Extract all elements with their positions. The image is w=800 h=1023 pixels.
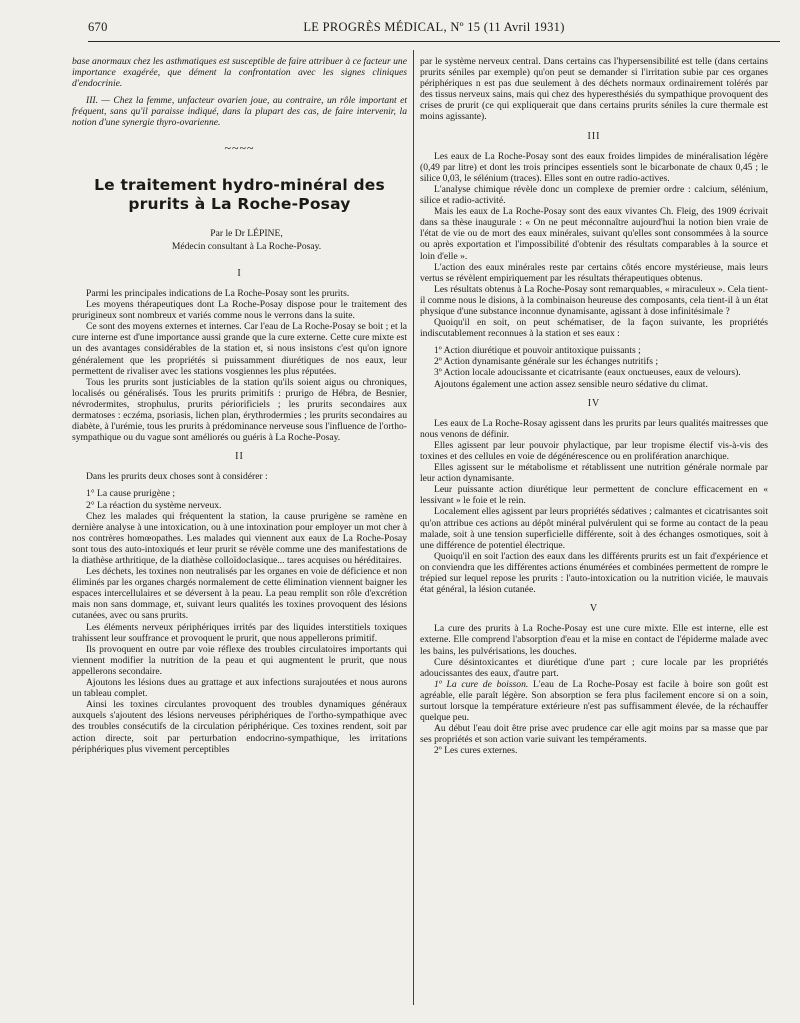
section-heading: V [589, 603, 599, 615]
body-paragraph: Elles agissent par leur pouvoir phylactique, par leur tropisme électif vis-à-vis des toxines et des cellules en voie de dégénérescence ou en prolifération anarchique. [420, 439, 768, 462]
body-paragraph: Cure désintoxicantes et diurétique d'une part ; cure locale par les propriétés adoucissantes des eaux, d'autre part. [420, 656, 768, 679]
list-item: 3º Action locale adoucissante et cicatrisante (eaux onctueuses, eaux de velours). [434, 367, 741, 379]
list-item-label: 1º La cure de boisson. [434, 678, 529, 690]
body-paragraph: Chez les malades qui fréquentent la station, la cause prurigène se ramène en dernière analyse à une intoxication, ou à une intoxination pour employer un mot cher à nos contrères homœopathes. Les malades qui viennent aux eaux de La Roche-Posay sont tous des auto-intoxiqués et leur prurit se révèle comme une des manifestations de la diathèse arthritique, de la diathèse colloïdoclasique... tares acquises ou héréditaires. [72, 510, 407, 566]
body-paragraph: Les eaux de La Roche-Posay sont des eaux froides limpides de minéralisation légère (0,49 par litre) et dont les trois principes essentiels sont le bicarbonate de chaux 0,45 ; le silice 0,03, le sélénium (traces). Elles sont en outre radio-actives. [420, 150, 768, 184]
body-paragraph: par le système nerveux central. Dans certains cas l'hypersensibilité est telle (dans certains prurits séniles par exemple) qu'on peut se demander si l'irritation subie par ces organes périphériques n est pas due seulement à des déchets normaux ordinairement tolérés par des tissus nerveux sains, mais qui chez des hyperesthésiés du sympathique provoquent des crises de prurit (ce qui expliquerait que dans certains prurits séniles la cure thermale est moins agissante). [420, 56, 768, 123]
body-paragraph: Les eaux de La Roche-Rosay agissent dans les prurits par leurs qualités maitresses que nous venons de définir. [420, 417, 768, 440]
body-paragraph: L'analyse chimique révèle donc un complexe de premier ordre : calcium, sélénium, silice et radio-activité. [420, 183, 768, 207]
body-paragraph: La cure des prurits à La Roche-Posay est une cure mixte. Elle est interne, elle est externe. Elle comprend l'absorption d'eau et la mise en contact de l'épiderme malade avec les bains, les pulvérisations, les douches. [420, 623, 768, 657]
body-paragraph: Dans les prurits deux choses sont à considérer : [86, 471, 268, 483]
body-paragraph: Ajoutons également une action assez sensible neuro sédative du climat. [434, 378, 708, 390]
header-rule [88, 41, 780, 42]
section-heading: II [235, 451, 244, 463]
body-paragraph: Ainsi les toxines circulantes provoquent des troubles dynamiques généraux auxquels s'ajoutent des lésions nerveuses périphériques de l'ortho-sympathique avec des troubles consécutifs de la circulation périphérique. Ces toxines rendent, soit par action directe, soit par perturbation endocrino-sympathique, les irritations périphériques plus vivement perceptibles [72, 699, 407, 755]
prev-article-paragraph: base anormaux chez les asthmatiques est susceptible de faire attribuer à ce facteur une importance exagérée, que dément la confrontation avec les signes cliniques d'endocrinie. [72, 56, 407, 90]
body-paragraph: Tous les prurits sont justiciables de la station qu'ils soient aigus ou chroniques, localisés ou généralisés. Tous les prurits primitifs : prurigo de Hébra, de Besnier, névrodermites, strophulus, prurits périorificiels ; les prurits secondaires aux dermatoses : eczéma, psoriasis, lichen plan, érythrodermies ; les prurits secondaires au diabète, à l'urémie, tous les prurits à prédominance nerveuse sous l'influence de l'ortho-sympathique ou du vague sont améliorés ou guéris à La Roche-Posay. [72, 376, 407, 444]
prev-article-paragraph: III. — Chez la femme, unfacteur ovarien joue, au contraire, un rôle important et fréquent, sans qu'il paraisse indiqué, dans la plupart des cas, de faire intervenir, la notion d'une synergie thyro-ovarienne. [72, 95, 407, 129]
list-item: 1° La cause prurigène ; [86, 488, 176, 500]
body-paragraph: Mais les eaux de La Roche-Posay sont des eaux vivantes Ch. Fleig, des 1909 écrivait dans sa thèse inaugurale : « On ne peut méconnaître aujourd'hui la notion bien vraie de l'état de vie ou de mort des eaux minérales, suivant qu'elles sont consommées à la source ou après exportation et l'impossibilité d'obtenir des résultats comparables à la source et loin d'elle ». [420, 206, 768, 262]
body-paragraph: Quoiqu'il en soit, on peut schématiser, de la façon suivante, les propriétés indiscutablement reconnues à la station et ses eaux : [420, 317, 768, 340]
running-title: LE PROGRÈS MÉDICAL, Nº 15 (11 Avril 1931) [303, 20, 565, 34]
body-paragraph: L'action des eaux minérales reste par certains côtés encore mystérieuse, mais leurs vertus se révèlent empiriquement par les résultats thérapeutiques obtenus. [420, 261, 768, 284]
body-paragraph: Les résultats obtenus à La Roche-Posay sont remarquables, « miraculeux ». Cela tient-il comme nous le disions, à la combinaison heureuse des composants, cela tient-il à un état physique d'une substance inconnue dynamisante, agissant à dose infinitésimale ? [420, 283, 768, 317]
list-item: 1º Action diurétique et pouvoir antitoxique puissants ; [434, 345, 641, 357]
section-heading: III [587, 130, 601, 142]
list-item: 2º Les cures externes. [434, 745, 518, 757]
article-affiliation: Médecin consultant à La Roche-Posay. [171, 240, 322, 252]
body-paragraph: Les moyens thérapeutiques dont La Roche-Posay dispose pour le traitement des prurigineux sont nombreux et variés comme nous le verrons dans la suite. [72, 299, 407, 322]
list-item: 2º Action dynamisante générale sur les échanges nutritifs ; [434, 356, 659, 368]
section-heading: IV [587, 397, 601, 409]
column-divider [413, 50, 414, 1005]
section-heading: I [237, 267, 242, 279]
body-paragraph: Ils provoquent en outre par voie réflexe des troubles circulatoires importants qui viennent modifier la nutrition de la peau et qui augmentent le prurit, que nous appellerons secondaire. [72, 643, 407, 677]
page-number: 670 [88, 20, 108, 34]
body-paragraph: Au début l'eau doit être prise avec prudence car elle agit moins par sa masse que par ses propriétés et son action varie suivant les tempéraments. [420, 723, 768, 746]
right-column [420, 56, 768, 756]
body-paragraph: Leur puissante action diurétique leur permettent de conclure efficacement en « lessivant » le foie et le rein. [420, 484, 768, 507]
body-paragraph: Ce sont des moyens externes et internes. Car l'eau de La Roche-Posay se boit ; et la cure interne est d'une importance aussi grande que la cure externe. Cette cure mixte est un des avantages considérables de la station et, si nous insistons c'est qu'on ignore généralement que les propriétés si puissamment diurétiques de nos eaux, leur permettent de rivaliser avec les stations vosgiennes les plus réputées. [72, 321, 407, 377]
body-paragraph: Les déchets, les toxines non neutralisés par les organes en voie de déficience et non éliminés par les organes chargés normalement de cette élimination viennent baigner les espaces intercellulaires et se déversent à la peau. La peau remplit son rôle d'excrétion mais non sans dommage, et, suivant leurs qualités les toxines provoquent des lésions cutanées, avec ou sans prurits. [72, 566, 407, 622]
article-byline: Par le Dr LÉPINE, [210, 227, 283, 239]
body-paragraph: Parmi les principales indications de La Roche-Posay sont les prurits. [86, 287, 350, 299]
body-paragraph: Les éléments nerveux périphériques irrités par des liquides interstitiels toxiques trahissent leur souffrance et provoquent le prurit, que nous appellerons primitif. [72, 621, 407, 644]
page-header [88, 18, 780, 38]
left-column [72, 56, 407, 755]
ornament-divider: ~~~~ [224, 140, 255, 155]
list-item [420, 679, 768, 723]
body-paragraph: Quoiqu'il en soit l'action des eaux dans les différents prurits est un fait d'expérience et on conviendra que les différentes actions énumérées et combinées permettent de rompre le trépied sur lequel repose les prurits : l'auto-intoxication ou la nutrition viciée, le mauvais état général, la lésion cutanée. [420, 550, 768, 596]
article-title: Le traitement hydro-minéral des prurits à La Roche-Posay [94, 175, 385, 213]
body-paragraph: Ajoutons les lésions dues au grattage et aux infections surajoutées et nous aurons un tableau complet. [72, 677, 407, 700]
body-paragraph: Localement elles agissent par leurs propriétés sédatives ; calmantes et cicatrisantes soit qu'on attribue ces actions au dépôt minéral pulvérulent qui se forme au contact de la peau malade, soit à une tension superficielle différente, soit à des échanges osmotiques, soit à une différence de potentiel électrique. [420, 506, 768, 551]
body-paragraph: Elles agissent sur le métabolisme et rétablissent une nutrition générale normale par leur action dynamisante. [420, 462, 768, 485]
list-item: 2° La réaction du système nerveux. [86, 499, 222, 511]
list-item-text: L'eau de La Roche-Posay est facile à boire son goût est agréable, elle paraît légère. Son absorption se fera plus facilement encore si on a soin, surtout lorsque la température extérieure n'est pas suffisamment élevée, de la réchauffer quelque peu. [420, 678, 768, 724]
